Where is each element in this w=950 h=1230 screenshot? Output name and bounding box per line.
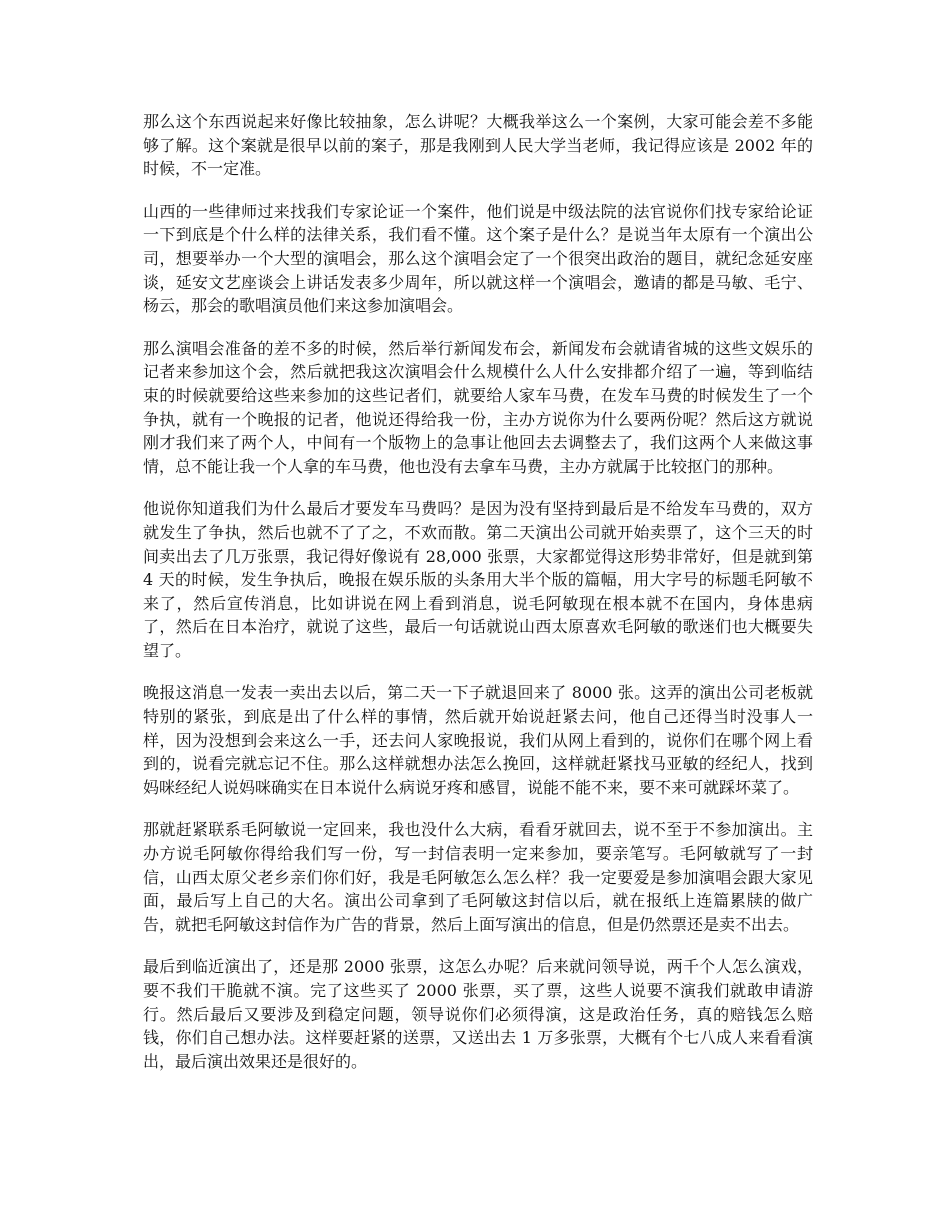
paragraph: 那么演唱会准备的差不多的时候，然后举行新闻发布会，新闻发布会就请省城的这些文娱乐的记者来参加这个会，然后就把我这次演唱会什么规模什么人什么安排都介绍了一遍，等到临结束的时候就要给这些来参加的这些记者们，就要给人家车马费，在发车马费的时候发生了一个争执，就有一个晚报的记者，他说还得给我一份，主办方说你为什么要两份呢？然后这方就说刚才我们来了两个人，中间有一个版物上的急事让他回去去调整去了，我们这两个人来做这事情，总不能让我一个人拿的车马费，他也没有去拿车马费，主办方就属于比较抠门的那种。: [143, 338, 813, 476]
paragraph: 山西的一些律师过来找我们专家论证一个案件，他们说是中级法院的法官说你们找专家给论证一下到底是个什么样的法律关系，我们看不懂。这个案子是什么？是说当年太原有一个演出公司，想要举办一个大型的演唱会，那么这个演唱会定了一个很突出政治的题目，就纪念延安座谈，延安文艺座谈会上讲话发表多少周年，所以就这样一个演唱会，邀请的都是马敏、毛宁、杨云，那会的歌唱演员他们来这参加演唱会。: [143, 201, 813, 316]
paragraph: 那就赶紧联系毛阿敏说一定回来，我也没什么大病，看看牙就回去，说不至于不参加演出。主办方说毛阿敏你得给我们写一份，写一封信表明一定来参加，要亲笔写。毛阿敏就写了一封信，山西太原父老乡亲们你们好，我是毛阿敏怎么怎么样？我一定要爱是参加演唱会跟大家见面，最后写上自己的大名。演出公司拿到了毛阿敏这封信以后，就在报纸上连篇累牍的做广告，就把毛阿敏这封信作为广告的背景，然后上面写演出的信息，但是仍然票还是卖不出去。: [143, 820, 813, 934]
document-body: [143, 110, 813, 1092]
paragraph: 他说你知道我们为什么最后才要发车马费吗？是因为没有坚持到最后是不给发车马费的，双方就发生了争执，然后也就不了了之，不欢而散。第二天演出公司就开始卖票了，这个三天的时间卖出去了几万张票，我记得好像说有 28,000 张票，大家都觉得这形势非常好，但是就到第 4 天的时候，发生争执后，晚报在娱乐版的头条用大半个版的篇幅，用大字号的标题毛阿敏不来了，然后宣传消息，比如讲说在网上看到消息，说毛阿敏现在根本就不在国内，身体患病了，然后在日本治疗，就说了这些，最后一句话就说山西太原喜欢毛阿敏的歌迷们也大概要失望了。: [143, 499, 813, 660]
paragraph: 那么这个东西说起来好像比较抽象，怎么讲呢？大概我举这么一个案例，大家可能会差不多能够了解。这个案就是很早以前的案子，那是我刚到人民大学当老师，我记得应该是 2002 年的时候，不一定准。: [143, 112, 813, 179]
paragraph: 晚报这消息一发表一卖出去以后，第二天一下子就退回来了 8000 张。这弄的演出公司老板就特别的紧张，到底是出了什么样的事情，然后就开始说赶紧去问，他自己还得当时没事人一样，因为没想到会来这么一手，还去问人家晚报说，我们从网上看到的，说你们在哪个网上看到的，说看完就忘记不住。那么这样就想办法怎么挽回，这样就赶紧找马亚敏的经纪人，找到妈咪经纪人说妈咪确实在日本说什么病说牙疼和感冒，说能不能不来，要不来可就踩坏菜了。: [143, 683, 813, 797]
paragraph: 最后到临近演出了，还是那 2000 张票，这怎么办呢？后来就问领导说，两千个人怎么演戏，要不我们干脆就不演。完了这些买了 2000 张票，买了票，这些人说要不演我们就敢申请游行。然后最后又要涉及到稳定问题，领导说你们必须得演，这是政治任务，真的赔钱怎么赔钱，你们自己想办法。这样要赶紧的送票，又送出去 1 万多张票，大概有个七八成人来看看演出，最后演出效果还是很好的。: [143, 957, 813, 1071]
